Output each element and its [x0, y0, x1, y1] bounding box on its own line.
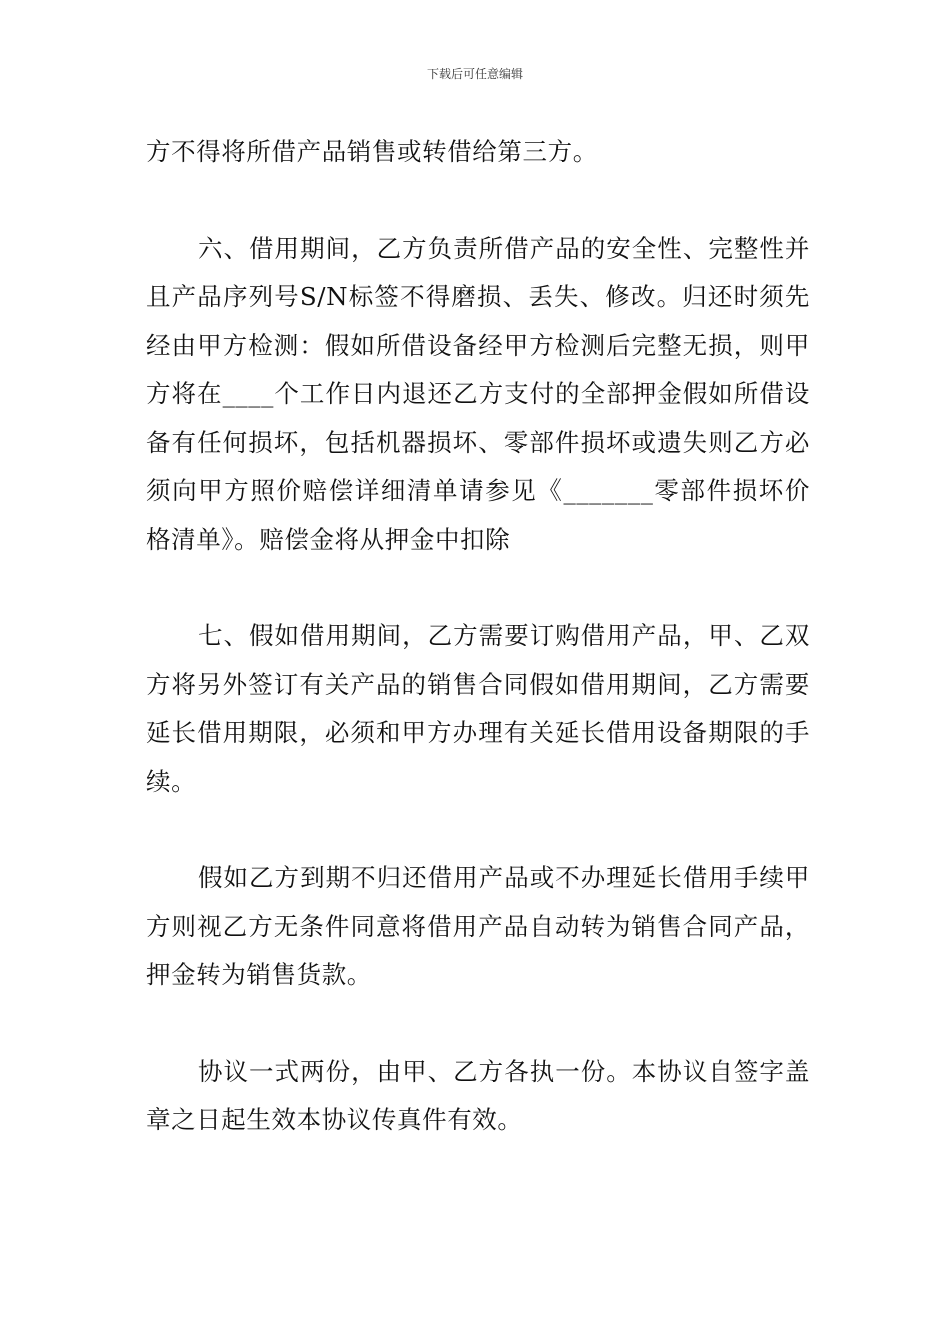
paragraph-clause-six: 六、借用期间，乙方负责所借产品的安全性、完整性并且产品序列号S/N标签不得磨损、丢失、修改。归还时须先经由甲方检测：假如所借设备经甲方检测后完整无损，则甲方将在____个工作日内退还乙方支付的全部押金假如所借设备有任何损坏，包括机器损坏、零部件损坏或遗失则乙方必须向甲方照价赔偿详细清单请参见《_______零部件损坏价格清单》。赔偿金将从押金中扣除	[146, 233, 810, 554]
paragraph-copies: 协议一式两份，由甲、乙方各执一份。本协议自签字盖章之日起生效本协议传真件有效。	[146, 1056, 810, 1134]
paragraph-clause-seven: 七、假如借用期间，乙方需要订购借用产品，甲、乙双方将另外签订有关产品的销售合同假如借用期间，乙方需要延长借用期限，必须和甲方办理有关延长借用设备期限的手续。	[146, 621, 810, 796]
paragraph-overdue: 假如乙方到期不归还借用产品或不办理延长借用手续甲方则视乙方无条件同意将借用产品自动转为销售合同产品，押金转为销售货款。	[146, 863, 810, 989]
page-header: 下载后可任意编辑	[426, 67, 523, 81]
paragraph-continuation: 方不得将所借产品销售或转借给第三方。	[146, 137, 598, 166]
document-body	[146, 128, 810, 1145]
